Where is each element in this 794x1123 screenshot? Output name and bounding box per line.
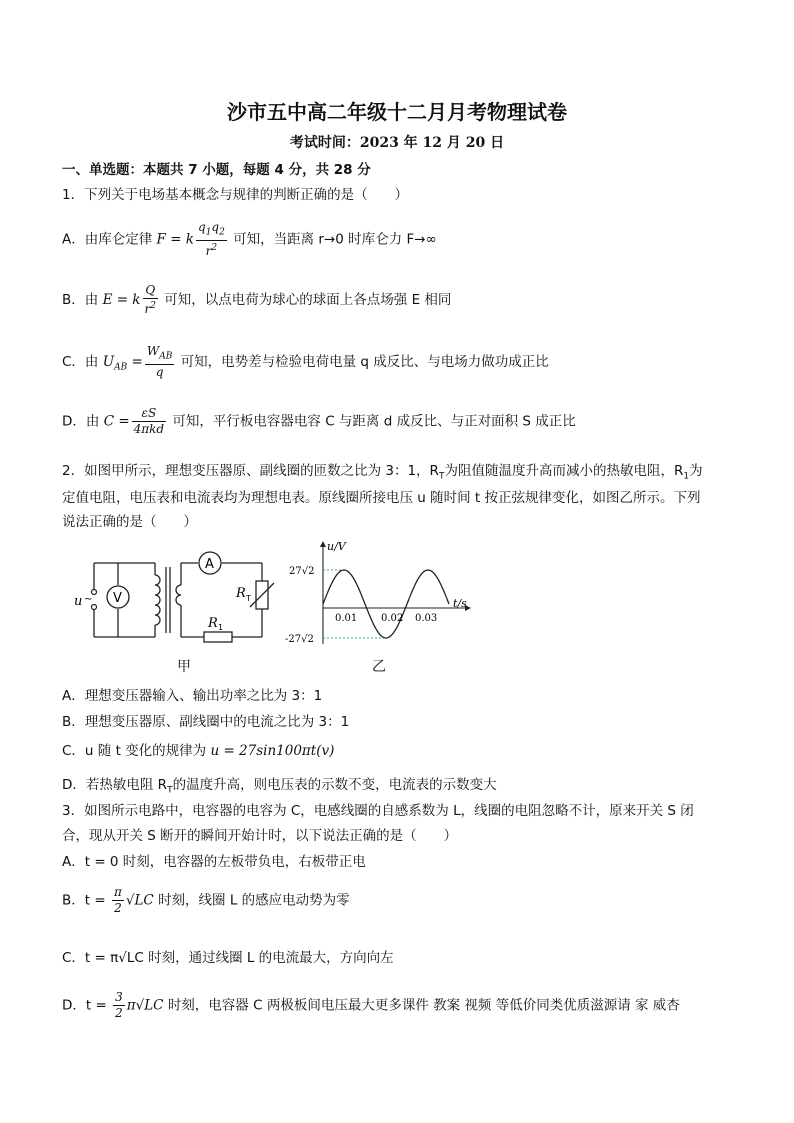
rt-sub: T xyxy=(246,594,251,603)
q2-stem-line1: 2．如图甲所示，理想变压器原、副线圈的匝数之比为 3：1，$R_T$为阻值随温度升高而减小的热敏电阻，$R_1$为 xyxy=(62,463,703,482)
y-min-tick: -27√2 xyxy=(285,634,314,645)
x-tick-2: 0.02 xyxy=(381,613,404,624)
q1-option-a: A．由库仑定律 F = k $\frac{q_1q_2}{r^2}$ 可知，当距离 r→0 时库仑力 F→∞ xyxy=(62,220,437,259)
q2-option-c: C．u 随 t 变化的规律为 u = 27sin100πt(v) xyxy=(62,743,335,759)
q1-option-d: D．由 C = $\frac{\varepsilon S}{\text{4πkd}}$ 可知，平行板电容器电容 C 与距离 d 成反比、与正对面积 S 成正比 xyxy=(62,406,576,436)
q3-option-c: C．t = π√LC 时刻，通过线圈 L 的电流最大，方向向左 xyxy=(62,950,394,966)
q3-stem-line1: 3．如图所示电路中，电容器的电容为 C，电感线圈的自感系数为 L，线圈的电阻忽略不计，原来开关 S 闭 xyxy=(62,803,694,819)
q2-option-d: D．若热敏电阻 $R_T$的温度升高，则电压表的示数不变，电流表的示数变大 xyxy=(62,777,497,796)
r1-label: R xyxy=(208,616,218,631)
sine-wave-series xyxy=(323,570,449,638)
figure-caption-jia: 甲 xyxy=(177,659,191,675)
x-tick-3: 0.03 xyxy=(415,613,438,624)
u-label: u xyxy=(74,594,83,609)
page-title: 沙市五中高二年级十二月月考物理试卷 xyxy=(227,100,567,124)
q2-option-b: B．理想变压器原、副线圈中的电流之比为 3：1 xyxy=(62,714,350,730)
q1-option-b: B．由 E = k $\frac{Q}{r^2}$ 可知，以点电荷为球心的球面上各点场强 E 相同 xyxy=(62,283,452,316)
rt-label: R xyxy=(236,586,246,601)
voltmeter-label: V xyxy=(113,591,122,606)
q3-stem-line2: 合，现从开关 S 断开的瞬间开始计时，以下说法正确的是（ ） xyxy=(62,828,458,844)
q1-stem: 1．下列关于电场基本概念与规律的判断正确的是（ ） xyxy=(62,187,409,203)
exam-time: 考试时间：2023 年 12 月 20 日 xyxy=(289,135,505,151)
r1-sub: 1 xyxy=(218,623,224,632)
q1-option-c: C．由 $U_{AB}$ = $\frac{W_{AB}}{q}$ 可知，电势差与检验电荷电量 q 成反比、与电场力做功成正比 xyxy=(62,344,549,380)
ammeter-label: A xyxy=(205,557,214,572)
q2-stem-line3: 说法正确的是（ ） xyxy=(62,514,197,530)
x-axis-label: t/s xyxy=(453,597,467,610)
x-tick-1: 0.01 xyxy=(335,613,358,624)
q2-option-a: A．理想变压器输入、输出功率之比为 3：1 xyxy=(62,688,323,704)
q2-stem-line2: 定值电阻，电压表和电流表均为理想电表。原线圈所接电压 u 随时间 t 按正弦规律变化，如图乙所示。下列 xyxy=(62,490,701,506)
section-heading: 一、单选题：本题共 7 小题，每题 4 分，共 28 分 xyxy=(62,162,371,178)
y-axis-label: u/V xyxy=(327,540,346,553)
q3-option-a: A．t = 0 时刻，电容器的左板带负电，右板带正电 xyxy=(62,854,366,870)
figure-caption-yi: 乙 xyxy=(372,659,386,675)
q3-option-b: B．t = $\frac{\pi}{2}$ √LC 时刻，线圈 L 的感应电动势为零 xyxy=(62,885,350,915)
transformer-circuit-diagram xyxy=(70,545,275,650)
q3-option-d: D．t = $\frac{3}{2}$ π√LC 时刻，电容器 C 两极板间电压最大更多课件 教案 视频 等低价同类优质滋源请 家 威杏 xyxy=(62,990,680,1020)
voltage-time-graph xyxy=(285,538,475,648)
y-max-tick: 27√2 xyxy=(289,566,315,577)
svg-text:~: ~ xyxy=(84,594,93,605)
